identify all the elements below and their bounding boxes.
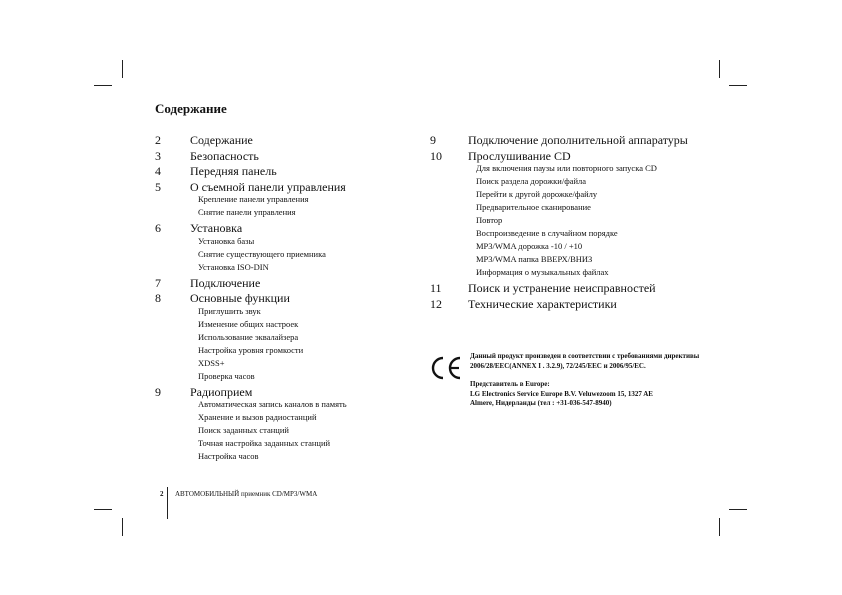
- toc-entry: [430, 298, 710, 311]
- crop-mark-bottom-right-vertical: [719, 518, 720, 536]
- toc-title: Подключение дополнительной аппаратуры: [468, 133, 688, 147]
- toc-page-number: 10: [430, 148, 442, 163]
- toc-subentry: [155, 206, 405, 219]
- toc-title: Хранение и вызов радиостанций: [198, 412, 317, 422]
- toc-title: MP3/WMA папка ВВЕРХ/ВНИЗ: [476, 254, 593, 264]
- toc-title: Автоматическая запись каналов в память: [198, 399, 347, 409]
- toc-title: Безопасность: [190, 148, 259, 163]
- toc-title: Информация о музыкальных файлах: [476, 267, 609, 277]
- compliance-text: Данный продукт произведен в соответствии с требованиями директивы 2006/28/EEC(ANNEX I . 3.2.9), 72/245/EEC и 2006/95/EC.: [470, 352, 700, 370]
- toc-subentry: [155, 248, 405, 261]
- toc-subentry: [155, 344, 405, 357]
- toc-entry: [430, 134, 710, 147]
- crop-mark-bottom-left-vertical: [122, 518, 123, 536]
- toc-title: Предварительное сканирование: [476, 202, 591, 212]
- toc-left-column: [155, 134, 405, 463]
- toc-subentry: [155, 357, 405, 370]
- toc-title: XDSS+: [198, 357, 225, 368]
- toc-page-number: 12: [430, 296, 442, 311]
- page-number: 2: [160, 490, 164, 498]
- toc-subentry: [155, 424, 405, 437]
- toc-page-number: 8: [155, 291, 161, 305]
- crop-mark-top-left-vertical: [122, 60, 123, 78]
- toc-subentry: [430, 201, 710, 214]
- toc-title: Настройка уровня громкости: [198, 344, 304, 355]
- toc-page-number: 6: [155, 221, 161, 235]
- footer-title-rest: приемник CD/MP3/WMA: [239, 490, 318, 498]
- toc-subentry: [430, 214, 710, 227]
- compliance-notice: [470, 352, 710, 409]
- toc-title: Содержание: [190, 133, 253, 147]
- toc-right-column: [430, 134, 710, 310]
- toc-page-number: 9: [155, 384, 161, 399]
- toc-title: Установка ISO-DIN: [198, 261, 269, 272]
- toc-title: Повтор: [476, 215, 503, 225]
- toc-subentry: [155, 261, 405, 274]
- representative-address: Almere, Нидерланды (тел : +31-036-547-8940): [470, 399, 612, 407]
- toc-page-number: 2: [155, 133, 161, 147]
- toc-subentry: [155, 193, 405, 206]
- toc-title: Установка: [190, 221, 243, 235]
- toc-page-number: 7: [155, 275, 161, 290]
- toc-entry: [155, 222, 405, 235]
- toc-title: Проверка часов: [198, 370, 255, 381]
- toc-entry: [155, 386, 405, 399]
- toc-title: Поиск раздела дорожки/файла: [476, 176, 587, 186]
- toc-title: Снятие панели управления: [198, 207, 296, 217]
- toc-subentry: [155, 331, 405, 344]
- toc-title: Подключение: [190, 275, 261, 290]
- toc-title: Установка базы: [198, 235, 255, 246]
- toc-subentry: [155, 305, 405, 318]
- toc-title: Передняя панель: [190, 164, 277, 178]
- toc-title: Использование эквалайзера: [198, 331, 299, 342]
- toc-page-number: 5: [155, 179, 161, 194]
- footer-title-caps: АВТОМОБИЛЬНЫЙ: [175, 490, 240, 498]
- toc-title: Поиск и устранение неисправностей: [468, 281, 656, 295]
- toc-page-number: 4: [155, 164, 161, 178]
- toc-subentry: [430, 162, 710, 175]
- toc-subentry: [155, 398, 405, 411]
- toc-subentry: [155, 318, 405, 331]
- toc-subentry: [430, 266, 710, 279]
- toc-entry: [155, 165, 405, 178]
- toc-entry: [155, 277, 405, 290]
- toc-subentry: [430, 188, 710, 201]
- toc-title: Воспроизведение в случайном порядке: [476, 228, 618, 238]
- toc-title: Прослушивание CD: [468, 148, 571, 163]
- toc-page-number: 3: [155, 148, 161, 163]
- toc-title: Точная настройка заданных станций: [198, 438, 331, 448]
- toc-entry: [155, 134, 405, 147]
- toc-title: Снятие существующего приемника: [198, 248, 326, 259]
- page-title: Содержание: [155, 101, 227, 116]
- toc-subentry: [155, 437, 405, 450]
- toc-page-number: 11: [430, 281, 442, 295]
- toc-title: MP3/WMA дорожка -10 / +10: [476, 241, 583, 251]
- toc-subentry: [430, 240, 710, 253]
- crop-mark-top-left-horizontal: [94, 85, 112, 86]
- toc-subentry: [155, 370, 405, 383]
- toc-title: Крепление панели управления: [198, 194, 309, 204]
- representative-label: Представитель в Europe:: [470, 380, 550, 388]
- toc-subentry: [430, 175, 710, 188]
- page-footer: [160, 490, 317, 498]
- crop-mark-top-right-horizontal: [729, 85, 747, 86]
- toc-title: Радиоприем: [190, 384, 253, 399]
- toc-title: Основные функции: [190, 291, 290, 305]
- toc-title: Изменение общих настроек: [198, 318, 299, 329]
- crop-mark-top-right-vertical: [719, 60, 720, 78]
- toc-entry: [155, 181, 405, 194]
- toc-title: Приглушить звук: [198, 305, 261, 316]
- toc-subentry: [155, 411, 405, 424]
- toc-subentry: [155, 235, 405, 248]
- toc-title: Поиск заданных станций: [198, 425, 289, 435]
- representative-company: LG Electronics Service Europe B.V. Veluwezoom 15, 1327 AE: [470, 389, 653, 398]
- toc-title: О съемной панели управления: [190, 179, 346, 194]
- toc-title: Настройка часов: [198, 451, 259, 461]
- crop-mark-bottom-left-horizontal: [94, 509, 112, 510]
- toc-page-number: 9: [430, 133, 436, 147]
- toc-subentry: [155, 450, 405, 463]
- crop-mark-bottom-right-horizontal: [729, 509, 747, 510]
- ce-mark-icon: [428, 354, 464, 382]
- toc-subentry: [430, 253, 710, 266]
- toc-subentry: [430, 227, 710, 240]
- toc-title: Перейти к другой дорожке/файлу: [476, 189, 598, 199]
- toc-entry: [155, 292, 405, 305]
- toc-entry: [430, 150, 710, 163]
- toc-title: Технические характеристики: [468, 296, 617, 311]
- toc-entry: [155, 150, 405, 163]
- toc-title: Для включения паузы или повторного запуска CD: [476, 163, 657, 173]
- toc-entry: [430, 282, 710, 295]
